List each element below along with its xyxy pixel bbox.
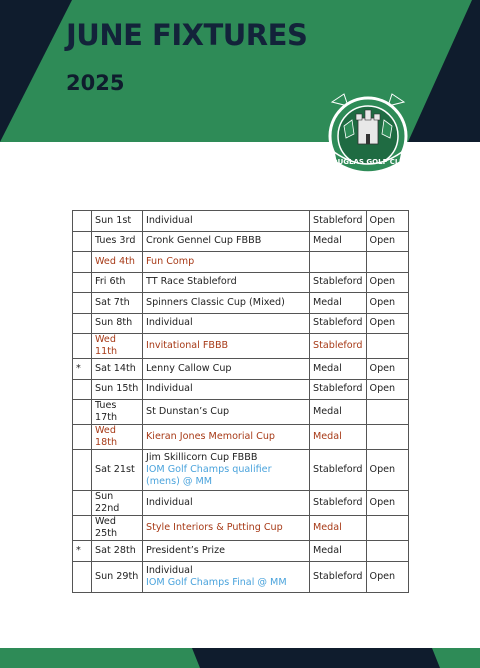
fixture-event-text: St Dunstan’s Cup xyxy=(146,406,230,417)
row-marker xyxy=(73,211,92,232)
fixture-open xyxy=(366,516,408,541)
fixture-format xyxy=(310,211,367,232)
fixture-date xyxy=(92,379,143,400)
fixture-format xyxy=(310,231,367,252)
fixture-date-text: Sun 22nd xyxy=(95,491,120,514)
fixture-format-text: Stableford xyxy=(313,383,363,395)
row-marker xyxy=(73,293,92,314)
fixture-format-text: Stableford xyxy=(313,214,363,226)
fixture-event xyxy=(143,359,310,380)
fixture-event-text: Fun Comp xyxy=(146,255,195,267)
row-marker xyxy=(73,313,92,334)
fixture-event-text: President’s Prize xyxy=(146,544,226,556)
fixture-event xyxy=(143,334,310,359)
fixture-event-text: Kieran Jones Memorial Cup xyxy=(146,431,276,442)
fixture-format xyxy=(310,516,367,541)
fixture-event xyxy=(143,252,310,273)
fixture-open xyxy=(366,491,408,516)
club-crest-logo xyxy=(326,90,410,180)
row-marker xyxy=(73,450,92,491)
fixture-open-text: Open xyxy=(369,317,396,329)
fixture-format xyxy=(310,293,367,314)
fixture-format xyxy=(310,272,367,293)
table-row xyxy=(73,450,409,491)
row-marker xyxy=(73,359,92,380)
fixture-open xyxy=(366,541,408,562)
fixture-format xyxy=(310,359,367,380)
fixture-date xyxy=(92,425,143,450)
table-row xyxy=(73,211,409,232)
row-marker xyxy=(73,272,92,293)
fixture-open xyxy=(366,293,408,314)
fixture-date xyxy=(92,313,143,334)
fixture-event xyxy=(143,231,310,252)
row-marker xyxy=(73,516,92,541)
fixture-date xyxy=(92,252,143,273)
table-row xyxy=(73,425,409,450)
fixture-date xyxy=(92,334,143,359)
fixture-date-text: Wed 25th xyxy=(95,516,118,539)
fixture-open xyxy=(366,211,408,232)
fixture-format xyxy=(310,491,367,516)
fixture-event xyxy=(143,541,310,562)
fixture-event-text: Invitational FBBB xyxy=(146,340,229,351)
fixture-event-text: Lenny Callow Cup xyxy=(146,362,232,374)
fixture-event xyxy=(143,400,310,425)
fixture-format-text: Stableford xyxy=(313,317,363,329)
fixture-event xyxy=(143,293,310,314)
fixture-format-text: Stableford xyxy=(313,276,363,288)
fixture-open xyxy=(366,272,408,293)
fixture-format xyxy=(310,313,367,334)
table-row xyxy=(73,293,409,314)
fixture-format xyxy=(310,400,367,425)
table-row xyxy=(73,252,409,273)
fixture-open-text: Open xyxy=(369,362,396,374)
fixture-date xyxy=(92,231,143,252)
fixture-open xyxy=(366,561,408,592)
row-marker xyxy=(73,541,92,562)
fixture-format-text: Medal xyxy=(313,406,342,417)
fixture-date-text: Sun 1st xyxy=(95,214,132,226)
table-row xyxy=(73,334,409,359)
table-row xyxy=(73,400,409,425)
fixture-open-text: Open xyxy=(369,383,396,395)
fixture-format xyxy=(310,379,367,400)
table-row xyxy=(73,561,409,592)
row-marker xyxy=(73,425,92,450)
fixture-event-text: TT Race Stableford xyxy=(146,276,237,288)
fixture-format xyxy=(310,541,367,562)
table-row xyxy=(73,516,409,541)
fixture-event-text: Individual xyxy=(146,497,193,508)
row-marker xyxy=(73,561,92,592)
fixture-open-text: Open xyxy=(369,214,396,226)
fixture-date xyxy=(92,541,143,562)
fixture-open-text: Open xyxy=(369,276,396,288)
row-marker xyxy=(73,334,92,359)
fixture-format xyxy=(310,450,367,491)
fixture-date-text: Wed 18th xyxy=(95,425,118,448)
fixtures-table xyxy=(72,210,409,593)
fixture-date-text: Sun 8th xyxy=(95,317,133,329)
table-row xyxy=(73,359,409,380)
fixture-event-text: Individual xyxy=(146,317,193,329)
fixture-event-text: Individual xyxy=(146,214,193,226)
fixture-format-text: Medal xyxy=(313,362,342,374)
table-row xyxy=(73,272,409,293)
fixture-open xyxy=(366,334,408,359)
fixture-open xyxy=(366,359,408,380)
fixture-open xyxy=(366,313,408,334)
fixture-date-text: Sat 28th xyxy=(95,544,136,556)
fixture-format-text: Medal xyxy=(313,544,342,556)
fixture-open-text: Open xyxy=(369,570,396,582)
fixture-event-text: Individual xyxy=(146,383,193,395)
fixture-format-text: Stableford xyxy=(313,340,363,351)
fixture-date-text: Sun 29th xyxy=(95,570,139,582)
fixture-date-text: Fri 6th xyxy=(95,276,126,288)
fixture-event-text: Individual xyxy=(146,564,193,576)
fixture-format-text: Medal xyxy=(313,235,342,247)
fixture-date xyxy=(92,293,143,314)
fixture-open-text: Open xyxy=(369,464,396,475)
fixture-open xyxy=(366,450,408,491)
fixture-date-text: Tues 3rd xyxy=(95,235,136,247)
table-row xyxy=(73,379,409,400)
fixture-format-text: Stableford xyxy=(313,570,363,582)
fixture-event xyxy=(143,211,310,232)
fixture-date xyxy=(92,450,143,491)
table-row xyxy=(73,541,409,562)
row-marker-text: * xyxy=(76,362,81,374)
fixture-event-text: Style Interiors & Putting Cup xyxy=(146,522,283,533)
fixture-format-text: Medal xyxy=(313,522,342,533)
fixture-date-text: Sat 7th xyxy=(95,296,130,308)
page-year: 2025 xyxy=(66,71,125,95)
fixture-event xyxy=(143,561,310,592)
fixture-event-text: Jim Skillicorn Cup FBBB xyxy=(146,452,258,463)
fixture-event-note: IOM Golf Champs qualifier (mens) @ MM xyxy=(146,464,272,487)
fixture-date-text: Wed 4th xyxy=(95,255,135,267)
fixture-date xyxy=(92,272,143,293)
fixture-format xyxy=(310,334,367,359)
logo-text: DOUGLAS GOLF CLUB xyxy=(326,158,410,166)
row-marker-text: * xyxy=(76,544,81,556)
fixture-date-text: Wed 11th xyxy=(95,334,118,357)
fixture-event xyxy=(143,425,310,450)
fixture-format xyxy=(310,252,367,273)
table-row xyxy=(73,313,409,334)
fixture-format xyxy=(310,561,367,592)
fixture-open xyxy=(366,400,408,425)
table-row xyxy=(73,491,409,516)
fixture-event xyxy=(143,313,310,334)
fixture-date xyxy=(92,211,143,232)
fixture-format xyxy=(310,425,367,450)
fixture-date xyxy=(92,491,143,516)
fixture-open xyxy=(366,379,408,400)
fixture-open-text: Open xyxy=(369,235,396,247)
fixture-event xyxy=(143,272,310,293)
fixture-date-text: Tues 17th xyxy=(95,400,118,423)
fixture-open xyxy=(366,231,408,252)
fixture-event xyxy=(143,450,310,491)
fixture-date xyxy=(92,400,143,425)
fixture-date xyxy=(92,516,143,541)
fixture-event xyxy=(143,379,310,400)
fixture-event xyxy=(143,516,310,541)
fixture-open-text: Open xyxy=(369,296,396,308)
fixture-event xyxy=(143,491,310,516)
row-marker xyxy=(73,379,92,400)
fixture-date xyxy=(92,561,143,592)
fixture-date xyxy=(92,359,143,380)
page-title: JUNE FIXTURES xyxy=(66,18,308,52)
fixture-format-text: Stableford xyxy=(313,497,363,508)
fixture-date-text: Sat 14th xyxy=(95,362,136,374)
fixture-date-text: Sun 15th xyxy=(95,383,139,395)
row-marker xyxy=(73,252,92,273)
fixture-event-text: Cronk Gennel Cup FBBB xyxy=(146,235,262,247)
fixture-open xyxy=(366,252,408,273)
fixture-format-text: Medal xyxy=(313,431,342,442)
table-row xyxy=(73,231,409,252)
fixture-open xyxy=(366,425,408,450)
row-marker xyxy=(73,231,92,252)
fixture-date-text: Sat 21st xyxy=(95,464,135,475)
fixture-open-text: Open xyxy=(369,497,396,508)
fixture-event-note: IOM Golf Champs Final @ MM xyxy=(146,576,287,588)
fixture-event-text: Spinners Classic Cup (Mixed) xyxy=(146,296,285,308)
fixture-format-text: Medal xyxy=(313,296,342,308)
fixture-format-text: Stableford xyxy=(313,464,363,475)
row-marker xyxy=(73,491,92,516)
row-marker xyxy=(73,400,92,425)
